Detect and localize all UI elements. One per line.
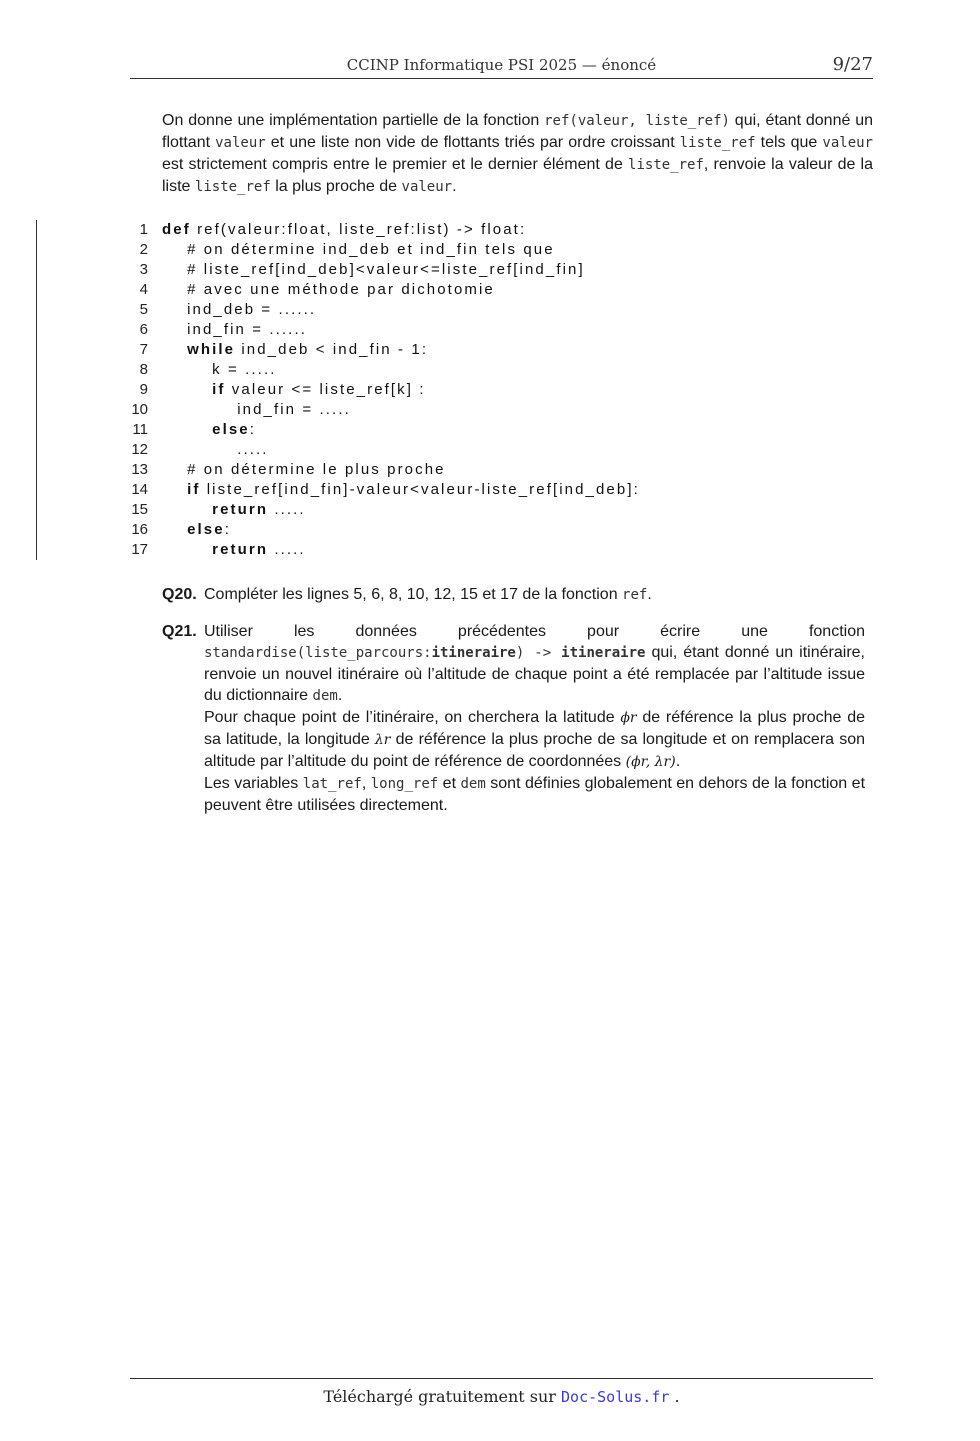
q21-text: Utiliser les données précédentes pour écrire une fonction (204, 623, 865, 640)
line-number: 11 (132, 421, 148, 438)
intro-text: la plus proche de (270, 178, 402, 195)
code-rest: : (224, 521, 231, 538)
intro-code: ref(valeur, liste_ref) (544, 113, 730, 129)
code-rest: # on détermine le plus proche (187, 461, 446, 478)
code-indent (162, 521, 187, 538)
code-rest: ..... (237, 441, 269, 458)
code-line (120, 460, 880, 480)
q21-code: dem (460, 776, 486, 792)
intro-code: liste_ref (628, 157, 704, 173)
question-text (204, 584, 865, 606)
code-indent (162, 341, 187, 358)
code-indent (162, 441, 237, 458)
intro-code: liste_ref (679, 135, 756, 151)
code-keyword: return (212, 501, 269, 518)
question-number: Q21. (162, 623, 197, 640)
line-number: 14 (131, 481, 148, 498)
code-listing (120, 220, 880, 560)
q21-text: . (337, 687, 343, 704)
code-text (162, 440, 269, 460)
code-rest: ind_fin = ..... (237, 401, 351, 418)
code-keyword: else (212, 421, 250, 438)
q21-text: Pour chaque point de l’itinéraire, on cherchera la latitude (204, 709, 621, 726)
page-header (130, 54, 873, 79)
code-indent (162, 541, 212, 558)
code-rest: ind_deb = ...... (187, 301, 317, 318)
q21-text: , (361, 775, 371, 792)
code-text (162, 480, 640, 500)
intro-text: est strictement compris entre le premier et le dernier élément de (162, 156, 629, 173)
code-line (120, 440, 880, 460)
code-line (120, 280, 880, 300)
code-indent (162, 321, 187, 338)
code-text (162, 280, 495, 300)
line-number: 8 (139, 361, 148, 378)
q20-text: Compléter les lignes 5, 6, 8, 10, 12, 15 et 17 de la fonction (204, 586, 623, 603)
code-text (162, 460, 446, 480)
code-indent (162, 381, 212, 398)
line-number: 7 (139, 341, 148, 358)
code-rest: : (249, 421, 257, 438)
code-text (162, 500, 306, 520)
code-text (162, 340, 428, 360)
coordinates-math: (ϕr, λr) (625, 754, 676, 770)
code-text (162, 240, 555, 260)
line-number: 13 (131, 461, 148, 478)
code-line (120, 300, 880, 320)
code-text (162, 360, 276, 380)
footer-end: . (669, 1387, 680, 1406)
line-number: 15 (131, 501, 148, 518)
intro-code: valeur (822, 135, 873, 151)
q21-text: de référence la plus proche de sa longitude et on remplacera son altitude par l’altitude du point de référence de coordonnées (204, 731, 865, 770)
intro-text: qui, étant donné un flottant (162, 112, 874, 151)
code-keyword: while (187, 341, 236, 358)
header-title: CCINP Informatique PSI 2025 — énoncé (346, 56, 657, 74)
code-keyword: return (212, 541, 269, 558)
q21-code: standardise(liste_parcours: (204, 645, 432, 661)
intro-paragraph (162, 110, 873, 198)
footer-rule (130, 1378, 873, 1379)
line-number: 12 (131, 441, 148, 458)
line-number: 10 (131, 401, 148, 418)
line-number: 1 (139, 221, 148, 238)
code-keyword: else (187, 521, 225, 538)
q21-code: ) -> (515, 645, 562, 661)
page-number: 9/27 (832, 54, 873, 75)
question-number: Q20. (162, 586, 197, 603)
code-text (162, 540, 306, 560)
code-indent (162, 361, 212, 378)
code-indent (162, 421, 212, 438)
code-line (120, 400, 880, 420)
line-number: 9 (139, 381, 148, 398)
line-number: 3 (139, 261, 148, 278)
line-number: 6 (139, 321, 148, 338)
code-indent (162, 401, 237, 418)
line-number: 17 (131, 541, 148, 558)
code-keyword: if (187, 481, 201, 498)
code-line (120, 260, 880, 280)
code-indent (162, 501, 212, 518)
q21-paragraph-3 (204, 773, 865, 816)
code-keyword: def (162, 221, 191, 238)
code-indent (162, 241, 187, 258)
code-rest: liste_ref[ind_fin]-valeur<valeur-liste_ref[ind_deb]: (200, 481, 640, 498)
code-text (162, 260, 585, 280)
intro-text: tels que (755, 134, 823, 151)
code-indent (162, 461, 187, 478)
code-text (162, 520, 231, 540)
q20-code: ref (622, 587, 648, 603)
code-rest: ind_fin = ...... (187, 321, 307, 338)
code-text (162, 400, 351, 420)
question-text (204, 621, 865, 816)
q21-code: long_ref (370, 776, 439, 792)
code-rest: ref(valeur:float, liste_ref:list) -> float: (190, 221, 527, 238)
code-line (120, 360, 880, 380)
line-number: 4 (139, 281, 148, 298)
intro-text: et une liste non vide de flottants triés par ordre croissant (265, 134, 680, 151)
intro-code: valeur (401, 179, 453, 195)
line-number: 16 (131, 521, 148, 538)
code-gutter-rule (36, 220, 37, 560)
page-footer (130, 1387, 873, 1406)
code-line (120, 240, 880, 260)
code-line (120, 520, 880, 540)
code-keyword: if (212, 381, 226, 398)
code-text (162, 220, 526, 240)
intro-text: . (452, 178, 457, 195)
q21-paragraph-2 (204, 707, 865, 773)
intro-code: liste_ref (194, 179, 271, 195)
code-line (120, 340, 880, 360)
code-indent (162, 301, 187, 318)
intro-text: On donne une implémentation partielle de la fonction (162, 112, 545, 129)
code-rest: # liste_ref[ind_deb]<valeur<=liste_ref[ind_fin] (187, 261, 585, 278)
phi-r-symbol: ϕr (620, 710, 637, 726)
code-line (120, 480, 880, 500)
code-text (162, 320, 307, 340)
code-line (120, 540, 880, 560)
line-number: 5 (139, 301, 148, 318)
q21-text: qui, étant donné un itinéraire, renvoie un nouvel itinéraire où l’altitude de chaque point a été remplacée par l’altitude issue du dictionnaire (204, 644, 865, 704)
code-line (120, 420, 880, 440)
code-line (120, 380, 880, 400)
code-indent (162, 261, 187, 278)
q21-code: lat_ref (302, 776, 362, 792)
code-line (120, 500, 880, 520)
q21-code: dem (312, 688, 338, 704)
code-text (162, 380, 426, 400)
code-text (162, 300, 316, 320)
q21-text: de référence la plus proche de sa latitude, la longitude (204, 709, 865, 748)
q21-paragraph-1 (204, 621, 865, 707)
code-rest: ind_deb < ind_fin - 1: (235, 341, 429, 358)
code-text (162, 420, 256, 440)
code-rest: k = ..... (212, 361, 277, 378)
q21-text: Les variables (204, 775, 303, 792)
doc-solus-link[interactable]: Doc-Solus.fr (561, 1388, 670, 1406)
footer-text: Téléchargé gratuitement sur (323, 1387, 562, 1406)
q21-text: sont définies globalement en dehors de la fonction et peuvent être utilisées directement. (204, 775, 866, 814)
lambda-r-symbol: λr (374, 732, 391, 748)
code-rest: # on détermine ind_deb et ind_fin tels que (187, 241, 555, 258)
code-indent (162, 281, 187, 298)
q21-text: et (438, 775, 461, 792)
intro-code: valeur (215, 135, 266, 151)
code-rest: ..... (268, 541, 306, 558)
q21-text: . (675, 753, 681, 770)
code-rest: ..... (268, 501, 306, 518)
intro-text: , renvoie la valeur de la liste (162, 156, 874, 195)
code-rest: valeur <= liste_ref[k] : (225, 381, 426, 398)
q21-code-type: itineraire (431, 645, 516, 661)
code-rest: # avec une méthode par dichotomie (187, 281, 495, 298)
code-line (120, 220, 880, 240)
q21-code-type: itineraire (561, 645, 646, 661)
q20-text: . (647, 586, 652, 603)
code-indent (162, 481, 187, 498)
code-line (120, 320, 880, 340)
line-number: 2 (139, 241, 148, 258)
